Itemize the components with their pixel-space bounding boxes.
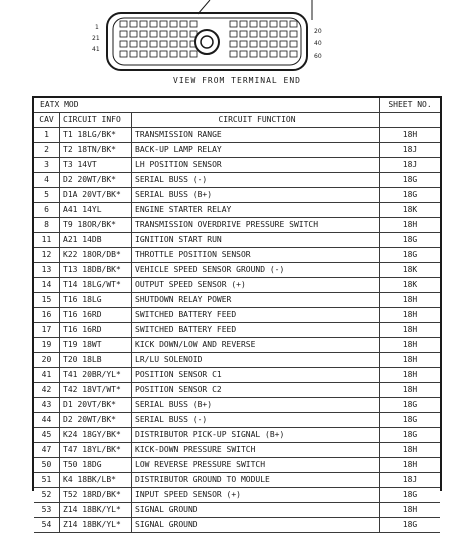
connector-pin [160,41,167,47]
connector-pin [190,51,197,57]
sheet-cell: 18H [402,385,418,394]
connector-pin [130,31,137,37]
diagram-caption: VIEW FROM TERMINAL END [173,76,301,85]
connector-pin [230,51,237,57]
circuit-info-cell: T20 18LB [60,353,132,367]
sheet-cell: 18H [402,310,418,319]
connector-pin [150,51,157,57]
connector-pin [270,31,277,37]
sheet-cell: 18K [402,205,418,214]
connector-pin [230,41,237,47]
circuit-info-cell: Z14 18BK/YL* [60,518,132,532]
connector-pin [150,41,157,47]
circuit-function-cell: DISTRIBUTOR GROUND TO MODULE [132,473,380,487]
table-row [34,323,440,338]
connector-pin [270,41,277,47]
circuit-info-cell: T47 18YL/BK* [60,443,132,457]
connector-pin [170,31,177,37]
circuit-info-cell: K4 18BK/LB* [60,473,132,487]
table-row [34,458,440,473]
table-title: EATX MOD [34,98,380,112]
cav-cell: 5 [34,188,60,202]
sheet-cell: 18G [402,190,418,199]
connector-pin [160,31,167,37]
sheet-cell: 18G [402,250,418,259]
circuit-function-cell: SERIAL BUSS (-) [132,173,380,187]
table-row [34,218,440,233]
column-header-cav: CAV [34,113,60,127]
connector-pin [170,21,177,27]
connector-pin [260,31,267,37]
cav-cell: 1 [34,128,60,142]
table-row [34,248,440,263]
cav-cell: 51 [34,473,60,487]
cav-cell: 3 [34,158,60,172]
connector-pin [240,31,247,37]
cav-cell: 2 [34,143,60,157]
circuit-info-cell: T9 18OR/BK* [60,218,132,232]
connector-pin [120,41,127,47]
pinout-table [32,96,442,529]
table-row [34,203,440,218]
sheet-cell: 18J [402,160,418,169]
connector-pin [190,21,197,27]
cav-cell: 47 [34,443,60,457]
circuit-function-cell: SIGNAL GROUND [132,503,380,517]
connector-pin [150,21,157,27]
circuit-info-cell: A21 14DB [60,233,132,247]
circuit-info-cell: T42 18VT/WT* [60,383,132,397]
table-row [34,233,440,248]
connector-pin [180,21,187,27]
circuit-function-cell: TRANSMISSION OVERDRIVE PRESSURE SWITCH [132,218,380,232]
cav-cell: 42 [34,383,60,397]
circuit-info-cell: T3 14VT [60,158,132,172]
circuit-function-cell: SIGNAL GROUND [132,518,380,532]
cav-cell: 50 [34,458,60,472]
circuit-info-cell: D1A 20VT/BK* [60,188,132,202]
connector-pin [270,21,277,27]
connector-pin [260,21,267,27]
table-title-row [34,98,440,113]
table-row [34,383,440,398]
circuit-function-cell: POSITION SENSOR C2 [132,383,380,397]
connector-pin [130,41,137,47]
pin-label-right: 20 [314,28,322,35]
circuit-function-cell: THROTTLE POSITION SENSOR [132,248,380,262]
connector-pin [230,31,237,37]
circuit-info-cell: T41 20BR/YL* [60,368,132,382]
connector-pin [240,41,247,47]
circuit-info-cell: T13 18DB/BK* [60,263,132,277]
cav-cell: 45 [34,428,60,442]
table-row [34,368,440,383]
cav-cell: 41 [34,368,60,382]
connector-pin [250,21,257,27]
table-row [34,173,440,188]
sheet-cell: 18G [402,175,418,184]
connector-pin [130,21,137,27]
cav-cell: 13 [34,263,60,277]
table-body [34,128,440,533]
table-row [34,293,440,308]
table-header-row [34,113,440,128]
connector-pin [280,41,287,47]
circuit-function-cell: BACK-UP LAMP RELAY [132,143,380,157]
cav-cell: 52 [34,488,60,502]
circuit-info-cell: T19 18WT [60,338,132,352]
connector-pin [240,21,247,27]
column-header-sheet [380,113,440,127]
circuit-function-cell: SERIAL BUSS (B+) [132,398,380,412]
connector-pin [140,51,147,57]
cav-cell: 16 [34,308,60,322]
connector-pin [260,51,267,57]
cav-cell: 4 [34,173,60,187]
leader-line [198,0,210,14]
circuit-function-cell: SERIAL BUSS (-) [132,413,380,427]
connector-pin [120,21,127,27]
cav-cell: 11 [34,233,60,247]
sheet-cell: 18J [402,475,418,484]
sheet-cell: 18H [402,295,418,304]
sheet-cell: 18G [402,415,418,424]
circuit-function-cell: OUTPUT SPEED SENSOR (+) [132,278,380,292]
sheet-cell: 18K [402,265,418,274]
sheet-cell: 18H [402,220,418,229]
circuit-info-cell: T16 18LG [60,293,132,307]
cav-cell: 20 [34,353,60,367]
circuit-function-cell: SERIAL BUSS (B+) [132,188,380,202]
cav-cell: 43 [34,398,60,412]
circuit-function-cell: POSITION SENSOR C1 [132,368,380,382]
table-row [34,488,440,503]
connector-pin [280,31,287,37]
circuit-info-cell: Z14 18BK/YL* [60,503,132,517]
circuit-info-cell: K24 18GY/BK* [60,428,132,442]
sheet-cell: 18H [402,130,418,139]
connector-pin [280,21,287,27]
column-header-circuit-function: CIRCUIT FUNCTION [132,113,380,127]
circuit-info-cell: K22 18OR/DB* [60,248,132,262]
connector-pin [290,41,297,47]
circuit-info-cell: T2 18TN/BK* [60,143,132,157]
connector-pin [150,31,157,37]
cav-cell: 6 [34,203,60,217]
cav-cell: 8 [34,218,60,232]
table-row [34,158,440,173]
cav-cell: 54 [34,518,60,532]
sheet-cell: 18G [402,400,418,409]
connector-pin [250,31,257,37]
circuit-info-cell: D2 20WT/BK* [60,413,132,427]
table-row [34,398,440,413]
sheet-cell: 18G [402,520,418,529]
circuit-function-cell: LOW REVERSE PRESSURE SWITCH [132,458,380,472]
pin-label-right: 40 [314,40,322,47]
connector-pin [290,31,297,37]
circuit-function-cell: LH POSITION SENSOR [132,158,380,172]
circuit-function-cell: KICK-DOWN PRESSURE SWITCH [132,443,380,457]
connector-pin [140,21,147,27]
center-bolt [195,30,219,54]
table-row [34,473,440,488]
circuit-info-cell: T50 18DG [60,458,132,472]
table-row [34,413,440,428]
circuit-function-cell: IGNITION START RUN [132,233,380,247]
cav-cell: 44 [34,413,60,427]
circuit-function-cell: SWITCHED BATTERY FEED [132,308,380,322]
circuit-info-cell: T1 18LG/BK* [60,128,132,142]
circuit-function-cell: ENGINE STARTER RELAY [132,203,380,217]
connector-pin [230,21,237,27]
sheet-cell: 18H [402,460,418,469]
circuit-function-cell: TRANSMISSION RANGE [132,128,380,142]
connector-pin [160,21,167,27]
circuit-info-cell: T16 16RD [60,308,132,322]
connector-pin [170,41,177,47]
circuit-info-cell: T52 18RD/BK* [60,488,132,502]
sheet-header: SHEET NO. [388,100,432,109]
table-row [34,503,440,518]
table-row [34,518,440,533]
pin-label-right: 60 [314,53,322,60]
connector-pin [130,51,137,57]
circuit-function-cell: LR/LU SOLENOID [132,353,380,367]
sheet-cell: 18G [402,235,418,244]
pin-label-left: 41 [92,46,100,53]
cav-cell: 19 [34,338,60,352]
table-row [34,353,440,368]
connector-pin [170,51,177,57]
table-row [34,278,440,293]
circuit-info-cell: D2 20WT/BK* [60,173,132,187]
connector-pin [180,41,187,47]
connector-pin [160,51,167,57]
table-row [34,308,440,323]
circuit-function-cell: INPUT SPEED SENSOR (+) [132,488,380,502]
circuit-info-cell: T14 18LG/WT* [60,278,132,292]
table-row [34,338,440,353]
sheet-cell: 18G [402,430,418,439]
sheet-cell: 18G [402,490,418,499]
cav-cell: 12 [34,248,60,262]
circuit-function-cell: VEHICLE SPEED SENSOR GROUND (-) [132,263,380,277]
sheet-cell: 18H [402,370,418,379]
connector-pin [180,51,187,57]
cav-cell: 53 [34,503,60,517]
connector-pin [120,31,127,37]
sheet-cell: 18H [402,355,418,364]
table-row [34,443,440,458]
connector-pin [290,21,297,27]
sheet-cell: 18H [402,340,418,349]
connector-pin [250,51,257,57]
circuit-function-cell: DISTRIBUTOR PICK-UP SIGNAL (B+) [132,428,380,442]
pin-label-left: 1 [95,24,99,31]
connector-pin [260,41,267,47]
connector-pin [180,31,187,37]
pin-label-left: 21 [92,35,100,42]
circuit-info-cell: D1 20VT/BK* [60,398,132,412]
connector-pin [280,51,287,57]
cav-cell: 17 [34,323,60,337]
sheet-cell: 18H [402,445,418,454]
sheet-cell: 18H [402,505,418,514]
circuit-function-cell: SWITCHED BATTERY FEED [132,323,380,337]
connector-pin [140,41,147,47]
table-row [34,128,440,143]
connector-pin [290,51,297,57]
cav-cell: 15 [34,293,60,307]
circuit-function-cell: SHUTDOWN RELAY POWER [132,293,380,307]
connector-pin [240,51,247,57]
table-row [34,428,440,443]
sheet-cell: 18J [402,145,418,154]
circuit-info-cell: A41 14YL [60,203,132,217]
connector-pin [140,31,147,37]
connector-pin [120,51,127,57]
table-row [34,188,440,203]
circuit-function-cell: KICK DOWN/LOW AND REVERSE [132,338,380,352]
connector-pin [250,41,257,47]
table-row [34,263,440,278]
sheet-cell: 18K [402,280,418,289]
table-row [34,143,440,158]
cav-cell: 14 [34,278,60,292]
column-header-circuit-info: CIRCUIT INFO [60,113,132,127]
circuit-info-cell: T16 16RD [60,323,132,337]
sheet-cell: 18H [402,325,418,334]
connector-pin [270,51,277,57]
